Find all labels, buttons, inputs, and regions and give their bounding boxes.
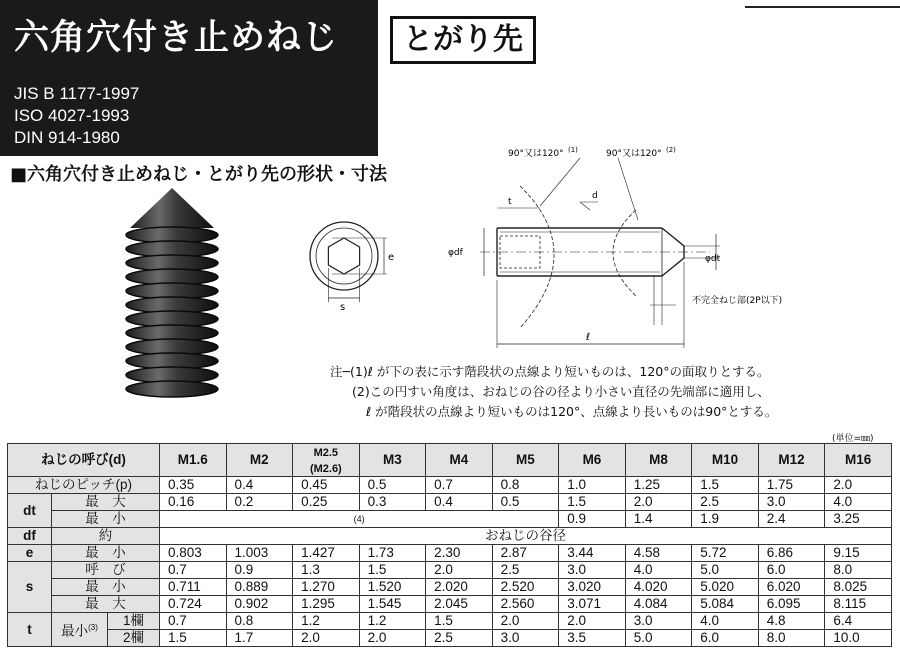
table-cell: 1.427 <box>293 545 360 562</box>
size-header: M8 <box>625 444 692 477</box>
df-label: φdf <box>448 248 463 258</box>
table-cell: 2.0 <box>293 630 360 647</box>
table-cell: 4.0 <box>825 494 892 511</box>
table-cell: 9.15 <box>825 545 892 562</box>
max-label: 最 大 <box>52 494 160 511</box>
screw-photo <box>112 180 232 400</box>
table-row <box>8 545 892 562</box>
table-cell: 1.003 <box>226 545 293 562</box>
size-header: M1.6 <box>160 444 227 477</box>
d-label: d <box>592 191 598 201</box>
table-cell: 0.16 <box>160 494 227 511</box>
note-3: ℓ が階段状の点線より短いものは120°、点線より長いものは90°とする。 <box>366 404 778 419</box>
table-cell: 6.86 <box>758 545 825 562</box>
size-header: M10 <box>692 444 759 477</box>
table-cell: 0.3 <box>359 494 426 511</box>
nominal-header: ねじの呼び(d) <box>8 444 160 477</box>
table-cell: 0.35 <box>160 477 227 494</box>
table-row <box>8 579 892 596</box>
table-cell: 0.7 <box>426 477 493 494</box>
t-label: t <box>508 197 512 207</box>
table-cell: 5.72 <box>692 545 759 562</box>
table-cell: 8.115 <box>825 596 892 613</box>
t-min-label <box>52 613 108 647</box>
table-cell: 2.5 <box>426 630 493 647</box>
table-cell: 0.4 <box>426 494 493 511</box>
table-cell: 4.084 <box>625 596 692 613</box>
table-cell: 4.8 <box>758 613 825 630</box>
standards-box <box>0 64 378 156</box>
table-row <box>8 613 892 630</box>
table-cell: 3.25 <box>825 511 892 528</box>
dt-min-note: (4) <box>160 511 559 528</box>
table-cell: 2.5 <box>492 562 559 579</box>
table-cell: 2.0 <box>559 613 626 630</box>
min-label: 最 小 <box>52 545 160 562</box>
angle2-label: 90°又は120° <box>606 149 662 159</box>
t-min-ref: (3) <box>88 622 98 632</box>
l-label: ℓ <box>586 332 591 343</box>
size-header <box>293 444 360 477</box>
df-value: おねじの谷径 <box>160 528 892 545</box>
table-cell: 4.58 <box>625 545 692 562</box>
corner-rule <box>745 0 900 8</box>
table-cell: 0.5 <box>359 477 426 494</box>
table-cell: 0.2 <box>226 494 293 511</box>
dt-symbol: dt <box>8 494 52 528</box>
table-cell: 3.0 <box>492 630 559 647</box>
table-cell: 2.4 <box>758 511 825 528</box>
side-view-drawing <box>440 140 890 355</box>
t-symbol: t <box>8 613 52 647</box>
table-cell: 0.4 <box>226 477 293 494</box>
s-label: s <box>340 302 346 312</box>
table-cell: 2.0 <box>492 613 559 630</box>
table-row <box>8 596 892 613</box>
table-cell: 3.020 <box>559 579 626 596</box>
table-cell: 5.020 <box>692 579 759 596</box>
table-cell: 1.5 <box>692 477 759 494</box>
table-cell: 6.0 <box>692 630 759 647</box>
standard-din: DIN 914-1980 <box>14 128 120 147</box>
table-cell: 8.0 <box>825 562 892 579</box>
table-cell: 0.8 <box>492 477 559 494</box>
table-cell: 2.560 <box>492 596 559 613</box>
angle1-label: 90°又は120° <box>508 149 564 159</box>
table-cell: 1.4 <box>625 511 692 528</box>
table-cell: 6.4 <box>825 613 892 630</box>
table-cell: 1.25 <box>625 477 692 494</box>
table-cell: 5.0 <box>625 630 692 647</box>
size-header: M12 <box>758 444 825 477</box>
table-cell: 1.75 <box>758 477 825 494</box>
table-cell: 1.295 <box>293 596 360 613</box>
table-cell: 0.9 <box>226 562 293 579</box>
table-cell: 5.084 <box>692 596 759 613</box>
table-cell: 8.025 <box>825 579 892 596</box>
table-cell: 1.5 <box>559 494 626 511</box>
table-cell: 0.803 <box>160 545 227 562</box>
table-cell: 1.2 <box>359 613 426 630</box>
thread-ring <box>126 381 218 397</box>
table-cell: 2.520 <box>492 579 559 596</box>
table-cell: 0.724 <box>160 596 227 613</box>
table-row <box>8 528 892 545</box>
angle1-ref: (1) <box>568 146 578 154</box>
table-cell: 5.0 <box>692 562 759 579</box>
min-label: 最 小 <box>52 511 160 528</box>
table-cell: 0.711 <box>160 579 227 596</box>
note-1: 注─(1)ℓ が下の表に示す階段状の点線より短いものは、120°の面取りとする。 <box>330 364 770 379</box>
table-cell: 0.902 <box>226 596 293 613</box>
table-cell: 6.095 <box>758 596 825 613</box>
dt-label: φdt <box>705 254 721 264</box>
table-cell: 0.45 <box>293 477 360 494</box>
note-2: (2)この円すい角度は、おねじの谷の径より小さい直径の先端部に適用し、 <box>352 384 770 399</box>
table-cell: 1.5 <box>160 630 227 647</box>
page-title: 六角穴付き止めねじ <box>14 18 339 58</box>
table-cell: 1.3 <box>293 562 360 579</box>
table-cell: 1.545 <box>359 596 426 613</box>
size-header: M16 <box>825 444 892 477</box>
size-header: M4 <box>426 444 493 477</box>
table-cell: 0.9 <box>559 511 626 528</box>
dimension-table <box>7 443 892 647</box>
table-cell: 2.0 <box>825 477 892 494</box>
standard-iso: ISO 4027-1993 <box>14 106 130 125</box>
table-cell: 1.5 <box>359 562 426 579</box>
table-row <box>8 562 892 579</box>
table-cell: 0.8 <box>226 613 293 630</box>
table-cell: 1.9 <box>692 511 759 528</box>
title-bar <box>0 0 378 64</box>
table-cell: 3.0 <box>559 562 626 579</box>
table-cell: 3.44 <box>559 545 626 562</box>
table-cell: 2.0 <box>426 562 493 579</box>
end-view-drawing <box>292 212 402 312</box>
e-symbol: e <box>8 545 52 562</box>
table-cell: 2.045 <box>426 596 493 613</box>
table-row <box>8 630 892 647</box>
size-m25: M2.5 <box>313 447 339 459</box>
table-row <box>8 477 892 494</box>
table-cell: 1.73 <box>359 545 426 562</box>
pitch-label: ねじのピッチ(p) <box>8 477 160 494</box>
t-col1-label: 1欄 <box>108 613 160 630</box>
table-cell: 1.0 <box>559 477 626 494</box>
table-cell: 4.0 <box>692 613 759 630</box>
size-header: M3 <box>359 444 426 477</box>
table-cell: 10.0 <box>825 630 892 647</box>
nominal-label: 呼 び <box>52 562 160 579</box>
df-symbol: df <box>8 528 52 545</box>
point-type-tag: とがり先 <box>390 16 536 64</box>
table-cell: 2.87 <box>492 545 559 562</box>
min-label: 最 小 <box>52 579 160 596</box>
table-cell: 4.0 <box>625 562 692 579</box>
max-label: 最 大 <box>52 596 160 613</box>
table-row <box>8 444 892 477</box>
table-cell: 3.5 <box>559 630 626 647</box>
approx-label: 約 <box>52 528 160 545</box>
t-col2-label: 2欄 <box>108 630 160 647</box>
table-row <box>8 511 892 528</box>
table-cell: 0.25 <box>293 494 360 511</box>
table-cell: 6.0 <box>758 562 825 579</box>
angle2-ref: (2) <box>666 146 676 154</box>
standard-jis: JIS B 1177-1997 <box>14 84 140 103</box>
incomplete-thread-label: 不完全ねじ部(2P以下) <box>692 296 783 306</box>
e-label: e <box>388 252 395 263</box>
table-cell: 3.0 <box>625 613 692 630</box>
section-heading: ■六角穴付き止めねじ・とがり先の形状・寸法 <box>10 164 388 185</box>
table-cell: 2.0 <box>359 630 426 647</box>
table-cell: 4.020 <box>625 579 692 596</box>
table-cell: 1.5 <box>426 613 493 630</box>
table-cell: 2.5 <box>692 494 759 511</box>
s-symbol: s <box>8 562 52 613</box>
table-row <box>8 494 892 511</box>
size-header: M6 <box>559 444 626 477</box>
table-cell: 2.020 <box>426 579 493 596</box>
size-header: M5 <box>492 444 559 477</box>
table-cell: 8.0 <box>758 630 825 647</box>
table-cell: 0.889 <box>226 579 293 596</box>
table-cell: 2.0 <box>625 494 692 511</box>
table-cell: 3.0 <box>758 494 825 511</box>
table-cell: 6.020 <box>758 579 825 596</box>
table-cell: 0.5 <box>492 494 559 511</box>
table-cell: 0.7 <box>160 562 227 579</box>
table-cell: 0.7 <box>160 613 227 630</box>
table-cell: 1.7 <box>226 630 293 647</box>
table-cell: 1.520 <box>359 579 426 596</box>
table-cell: 3.071 <box>559 596 626 613</box>
unit-label: (単位=㎜) <box>832 434 874 444</box>
table-cell: 2.30 <box>426 545 493 562</box>
size-m26: (M2.6) <box>309 463 342 475</box>
table-cell: 1.270 <box>293 579 360 596</box>
table-cell: 1.2 <box>293 613 360 630</box>
size-header: M2 <box>226 444 293 477</box>
t-min-text: 最小 <box>61 623 89 639</box>
